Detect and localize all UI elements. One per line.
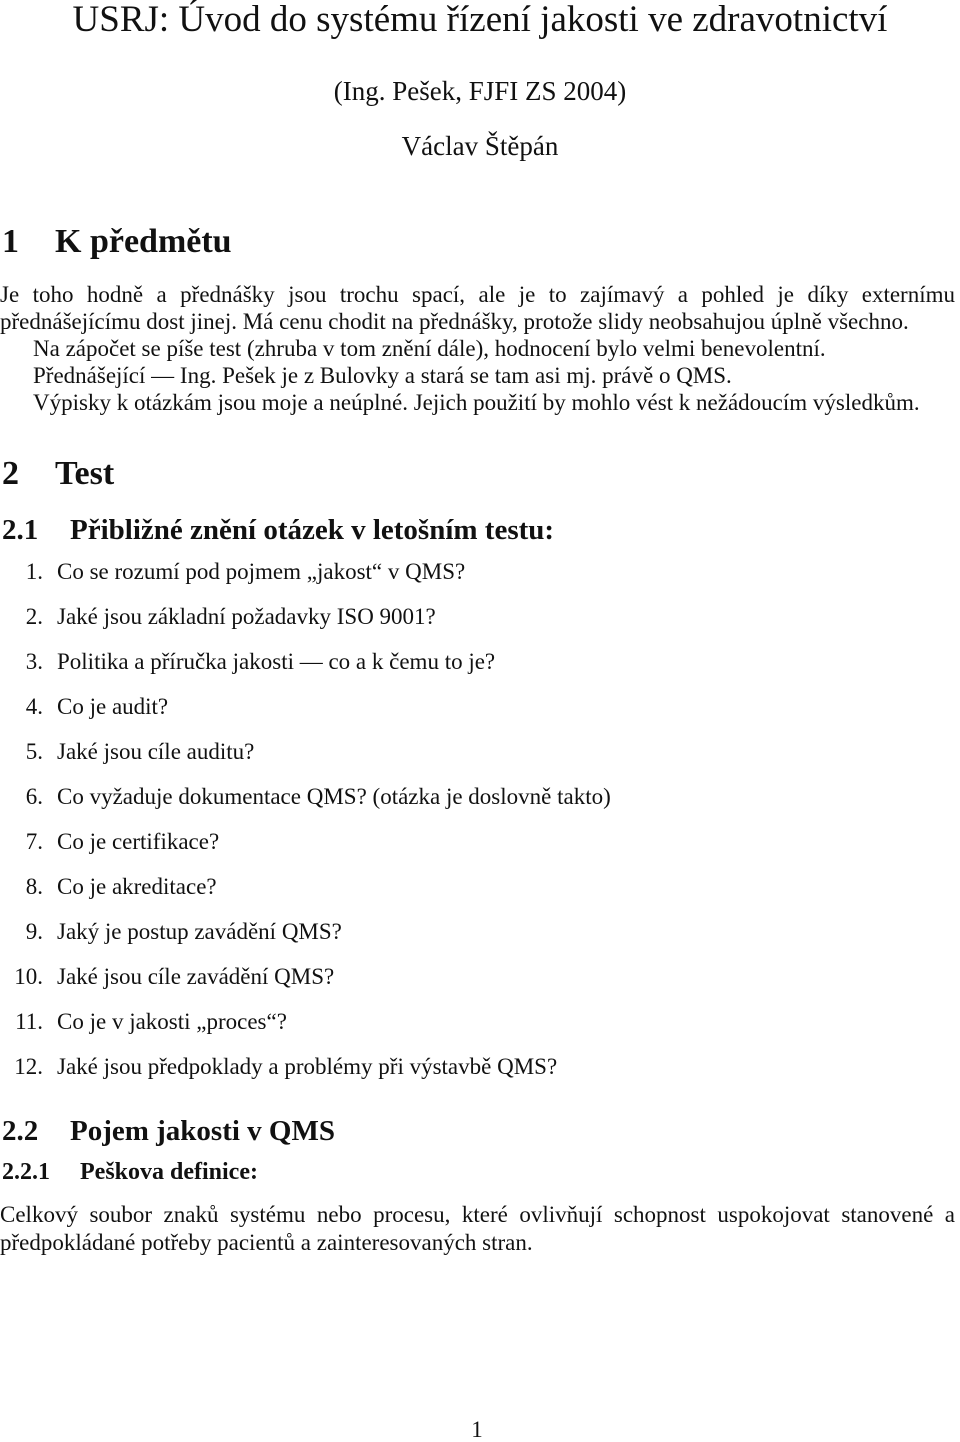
question-number: 9. bbox=[25, 919, 43, 944]
question-text: Jaké jsou předpoklady a problémy při výstavbě QMS? bbox=[57, 1054, 558, 1079]
question-item bbox=[0, 558, 720, 603]
question-item bbox=[0, 963, 720, 1008]
question-text: Co je audit? bbox=[57, 694, 169, 719]
question-item bbox=[0, 918, 720, 963]
subsection-heading-2-1 bbox=[2, 513, 554, 547]
question-number: 5. bbox=[25, 739, 43, 764]
question-text: Jaké jsou cíle auditu? bbox=[57, 739, 255, 764]
subsection-title: Přibližné znění otázek v letošním testu: bbox=[70, 514, 555, 546]
question-text: Jaké jsou základní požadavky ISO 9001? bbox=[57, 604, 436, 629]
document-title: USRJ: Úvod do systému řízení jakosti ve zdravotnictví bbox=[72, 0, 888, 40]
section-title: Test bbox=[55, 455, 115, 492]
section-number: 1 bbox=[2, 223, 19, 260]
question-text: Politika a příručka jakosti — co a k čemu to je? bbox=[57, 649, 496, 674]
paragraph-line: přednášejícímu dost jinej. Má cenu chodit na přednášky, protože slidy neobsahujou úplně všechno. bbox=[0, 309, 909, 334]
question-number: 12. bbox=[14, 1054, 43, 1079]
paragraph-line: Celkový soubor znaků systému nebo procesu, které ovlivňují schopnost uspokojovat stanovené a bbox=[0, 1202, 955, 1227]
page-number: 1 bbox=[471, 1417, 483, 1442]
question-number: 2. bbox=[25, 604, 43, 629]
question-item bbox=[0, 738, 720, 783]
question-number: 6. bbox=[25, 784, 43, 809]
question-number: 11. bbox=[15, 1009, 43, 1034]
subsection-heading-2-2 bbox=[2, 1114, 335, 1148]
question-text: Co se rozumí pod pojmem „jakost“ v QMS? bbox=[57, 559, 466, 584]
paragraph-line: Je toho hodně a přednášky jsou trochu spací, ale je to zajímavý a pohled je díky externímu bbox=[0, 282, 955, 307]
subsection-number: 2.2 bbox=[2, 1115, 39, 1147]
document-author: Václav Štěpán bbox=[401, 131, 559, 161]
question-text: Jaké jsou cíle zavádění QMS? bbox=[57, 964, 335, 989]
question-number: 8. bbox=[25, 874, 43, 899]
question-item bbox=[0, 648, 720, 693]
paragraph-line: Na zápočet se píše test (zhruba v tom znění dále), hodnocení bylo velmi benevolentní. bbox=[33, 336, 826, 361]
question-item bbox=[0, 828, 720, 873]
question-number: 1. bbox=[25, 559, 43, 584]
question-list bbox=[0, 558, 720, 1098]
intro-paragraph bbox=[0, 281, 955, 416]
question-number: 10. bbox=[14, 964, 43, 989]
section-heading-2 bbox=[2, 454, 114, 494]
question-text: Jaký je postup zavádění QMS? bbox=[57, 919, 342, 944]
question-text: Co je akreditace? bbox=[57, 874, 217, 899]
question-item bbox=[0, 783, 720, 828]
question-number: 7. bbox=[25, 829, 43, 854]
paragraph-line: Výpisky k otázkám jsou moje a neúplné. Jejich použití by mohlo vést k nežádoucím výsledkům. bbox=[33, 390, 920, 415]
subsection-title: Pojem jakosti v QMS bbox=[70, 1115, 335, 1147]
definition-paragraph bbox=[0, 1201, 955, 1257]
question-number: 4. bbox=[25, 694, 43, 719]
subsection-number: 2.1 bbox=[2, 514, 39, 546]
section-title: K předmětu bbox=[55, 223, 232, 260]
question-item bbox=[0, 1008, 720, 1053]
question-text: Co vyžaduje dokumentace QMS? (otázka je doslovně takto) bbox=[57, 784, 611, 809]
question-text: Co je v jakosti „proces“? bbox=[57, 1009, 287, 1034]
section-number: 2 bbox=[2, 455, 19, 492]
question-item bbox=[0, 1053, 720, 1098]
section-heading-1 bbox=[2, 222, 232, 262]
document-subtitle: (Ing. Pešek, FJFI ZS 2004) bbox=[333, 76, 627, 106]
question-item bbox=[0, 873, 720, 918]
subsubsection-number: 2.2.1 bbox=[2, 1159, 50, 1185]
subsubsection-heading-2-2-1 bbox=[2, 1158, 258, 1186]
subsubsection-title: Peškova definice: bbox=[80, 1159, 258, 1185]
question-text: Co je certifikace? bbox=[57, 829, 220, 854]
question-number: 3. bbox=[25, 649, 43, 674]
question-item bbox=[0, 693, 720, 738]
question-item bbox=[0, 603, 720, 648]
paragraph-line: Přednášející — Ing. Pešek je z Bulovky a stará se tam asi mj. právě o QMS. bbox=[33, 363, 732, 388]
paragraph-line: předpokládané potřeby pacientů a zainteresovaných stran. bbox=[0, 1230, 533, 1255]
